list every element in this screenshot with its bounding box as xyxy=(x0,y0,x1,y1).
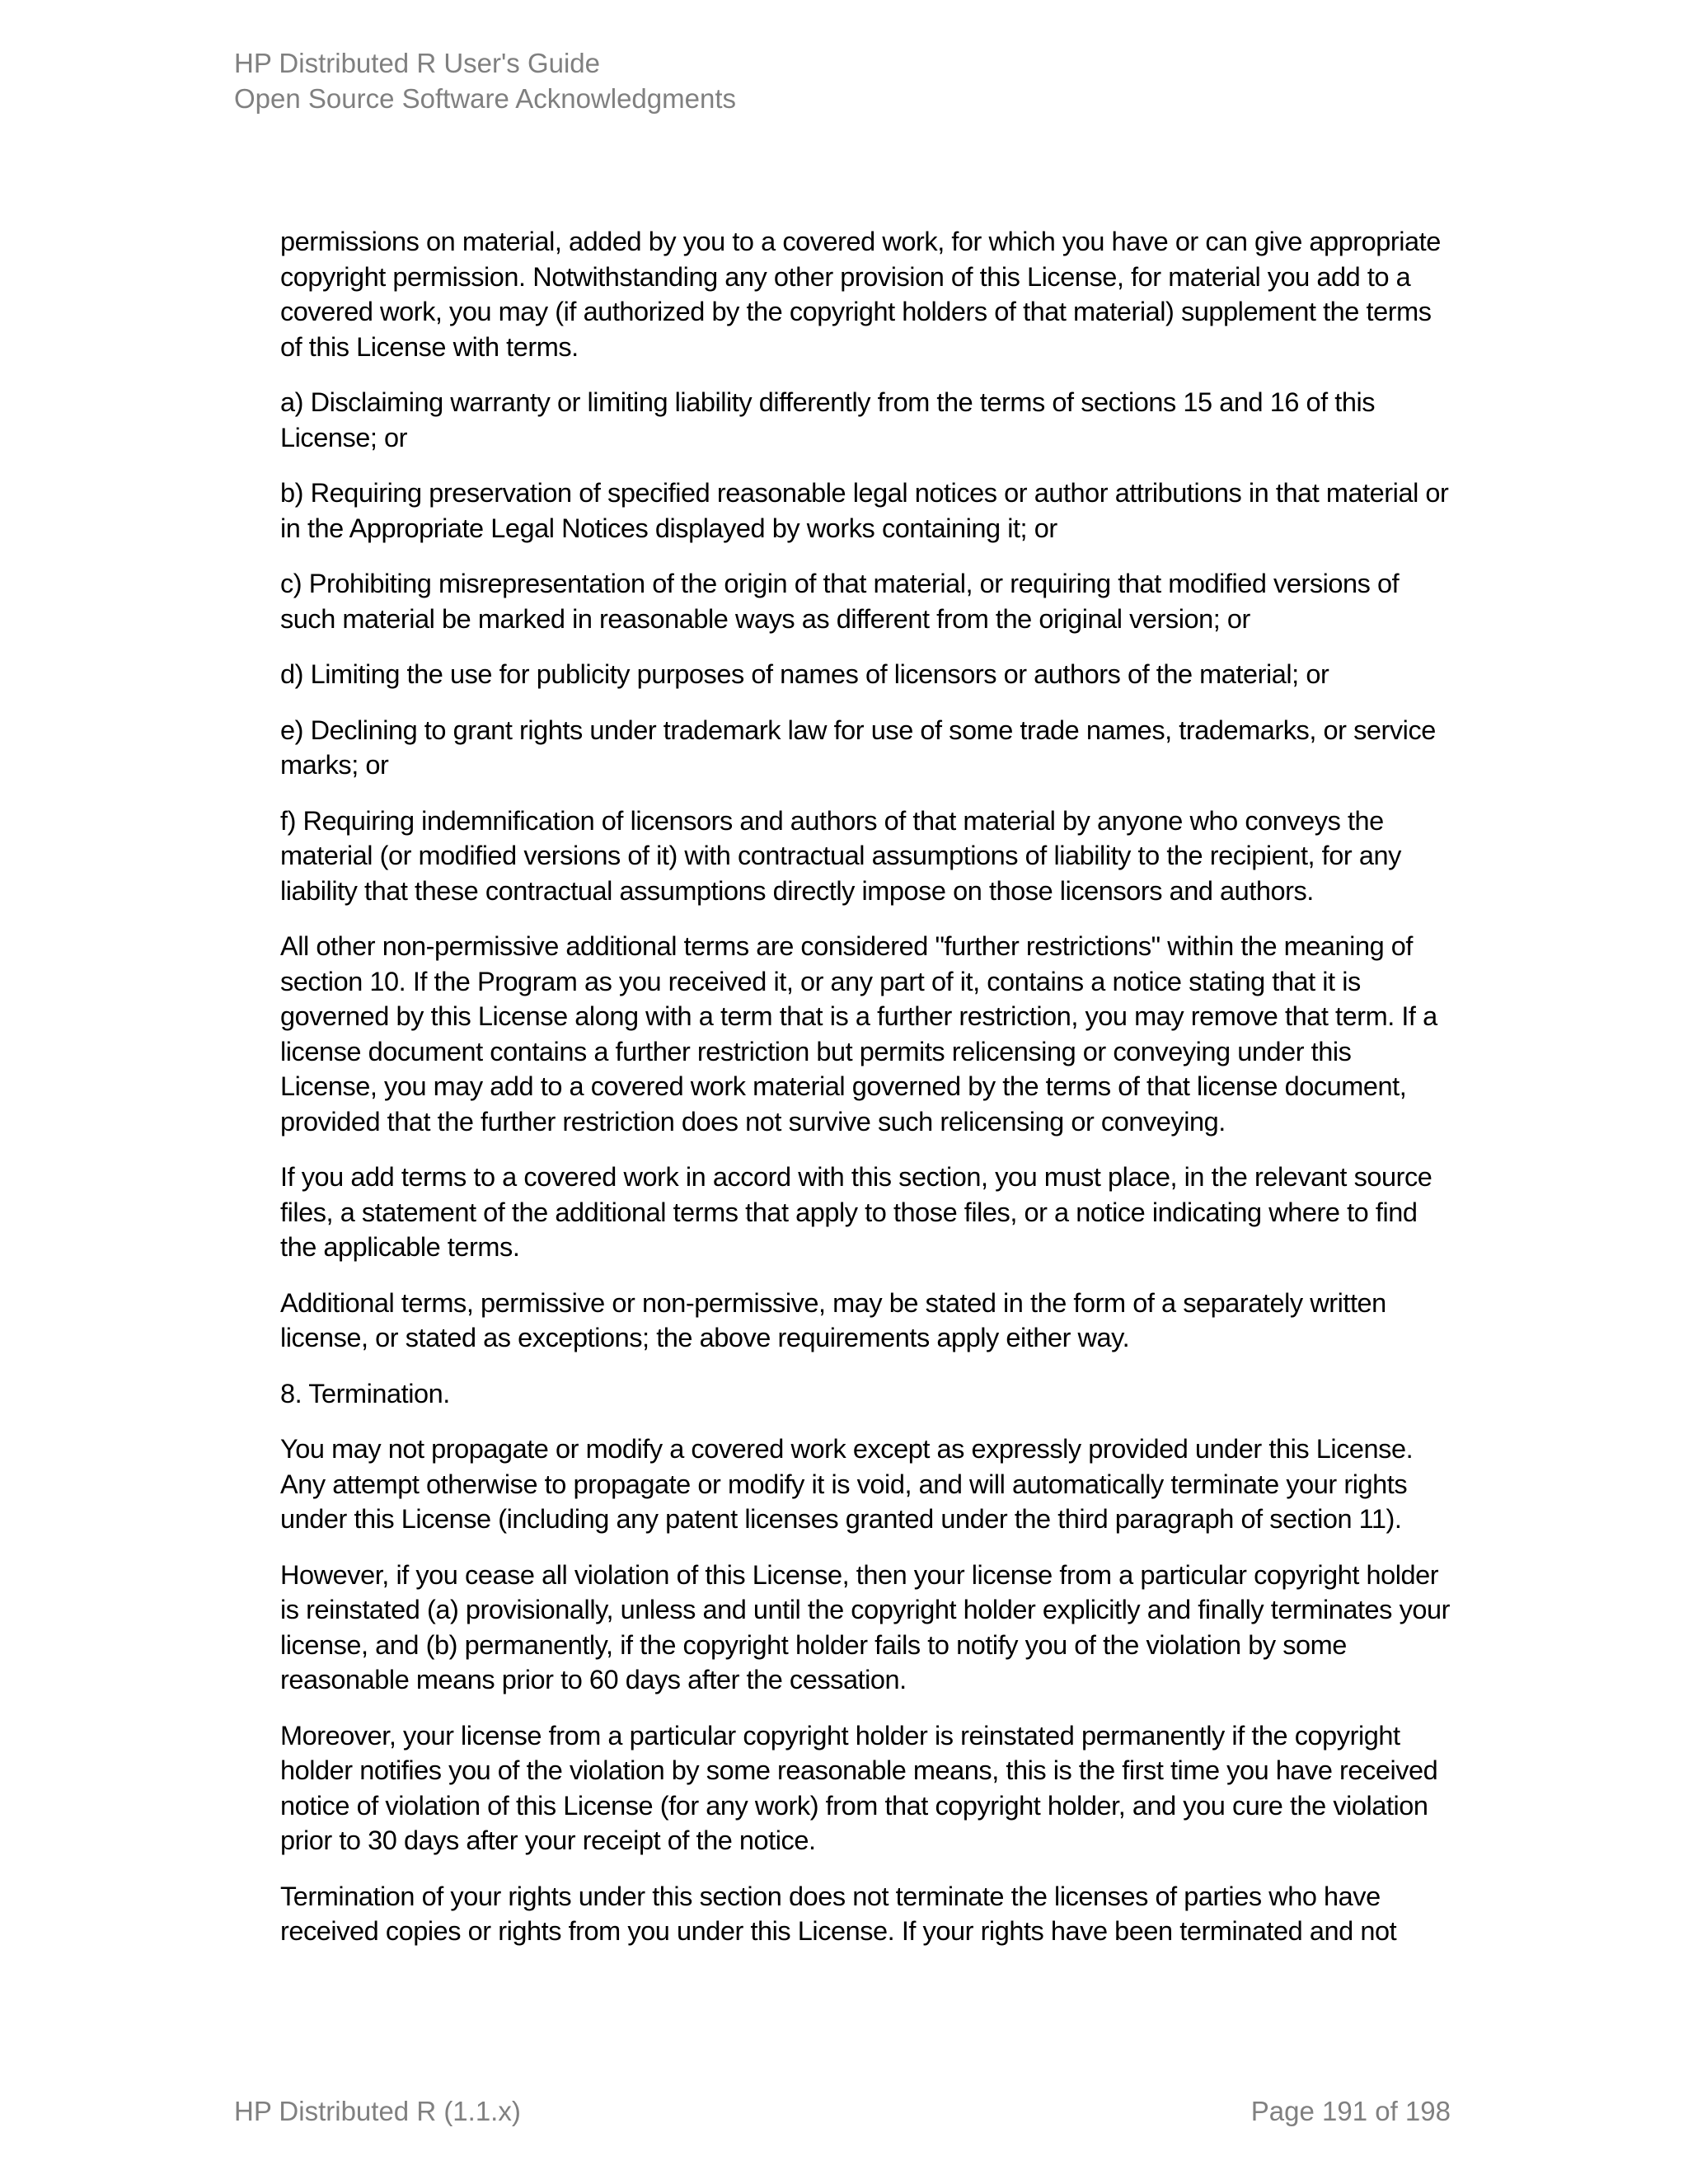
paragraph: You may not propagate or modify a covered work except as expressly provided under this License. Any attempt otherwise to propagate or modify it is void, and will automatically terminate your rights under this License (including any patent licenses granted under the third paragraph of section 11). xyxy=(280,1434,1414,1534)
paragraph: a) Disclaiming warranty or limiting liability differently from the terms of sections 15 and 16 of this License; or xyxy=(280,387,1376,452)
footer-product: HP Distributed R (1.1.x) xyxy=(234,2096,521,2126)
paragraph: All other non-permissive additional terms are considered "further restrictions" within the meaning of section 10. If the Program as you received it, or any part of it, contains a notice stating that it is governed by this License along with a term that is a further restriction, you may remove that term. If a license document contains a further restriction but permits relicensing or conveying under this License, you may add to a covered work material governed by the terms of that license document, provided that the further restriction does not survive such relicensing or conveying. xyxy=(280,931,1437,1137)
page-footer xyxy=(234,2093,1451,2129)
section-heading: 8. Termination. xyxy=(280,1378,450,1408)
paragraph: e) Declining to grant rights under trademark law for use of some trade names, trademarks, or service marks; or xyxy=(280,715,1436,780)
paragraph: f) Requiring indemnification of licensors and authors of that material by anyone who conveys the material (or modified versions of it) with contractual assumptions of liability to the recipient, for any liability that these contractual assumptions directly impose on those licensors and authors. xyxy=(280,805,1401,906)
document-body xyxy=(280,224,1451,1970)
paragraph: d) Limiting the use for publicity purposes of names of licensors or authors of the material; or xyxy=(280,659,1329,689)
paragraph: Additional terms, permissive or non-permissive, may be stated in the form of a separately written license, or stated as exceptions; the above requirements apply either way. xyxy=(280,1287,1386,1352)
page-number: Page 191 of 198 xyxy=(1250,2096,1451,2126)
paragraph: However, if you cease all violation of this License, then your license from a particular copyright holder is reinstated (a) provisionally, unless and until the copyright holder explicitly and finally terminates your license, and (b) permanently, if the copyright holder fails to notify you of the violation by some reasonable means prior to 60 days after the cessation. xyxy=(280,1559,1450,1694)
paragraph: Termination of your rights under this section does not terminate the licenses of parties who have received copies or rights from you under this License. If your rights have been terminated and not xyxy=(280,1881,1397,1946)
page-header xyxy=(234,45,736,116)
guide-title: HP Distributed R User's Guide xyxy=(234,48,601,78)
paragraph: Moreover, your license from a particular copyright holder is reinstated permanently if the copyright holder notifies you of the violation by some reasonable means, this is the first time you have received notice of violation of this License (for any work) from that copyright holder, and you cure the violation prior to 30 days after your receipt of the notice. xyxy=(280,1720,1438,1855)
paragraph: c) Prohibiting misrepresentation of the origin of that material, or requiring that modified versions of such material be marked in reasonable ways as different from the original version; or xyxy=(280,569,1400,634)
paragraph: If you add terms to a covered work in accord with this section, you must place, in the relevant source files, a statement of the additional terms that apply to those files, or a notice indicating where to find the applicable terms. xyxy=(280,1162,1432,1262)
paragraph: b) Requiring preservation of specified reasonable legal notices or author attributions in that material or in the Appropriate Legal Notices displayed by works containing it; or xyxy=(280,478,1449,543)
paragraph: permissions on material, added by you to a covered work, for which you have or can give appropriate copyright permission. Notwithstanding any other provision of this License, for material you add to a covered work, you may (if authorized by the copyright holders of that material) supplement the terms of this License with terms. xyxy=(280,227,1441,362)
section-title: Open Source Software Acknowledgments xyxy=(234,83,737,114)
